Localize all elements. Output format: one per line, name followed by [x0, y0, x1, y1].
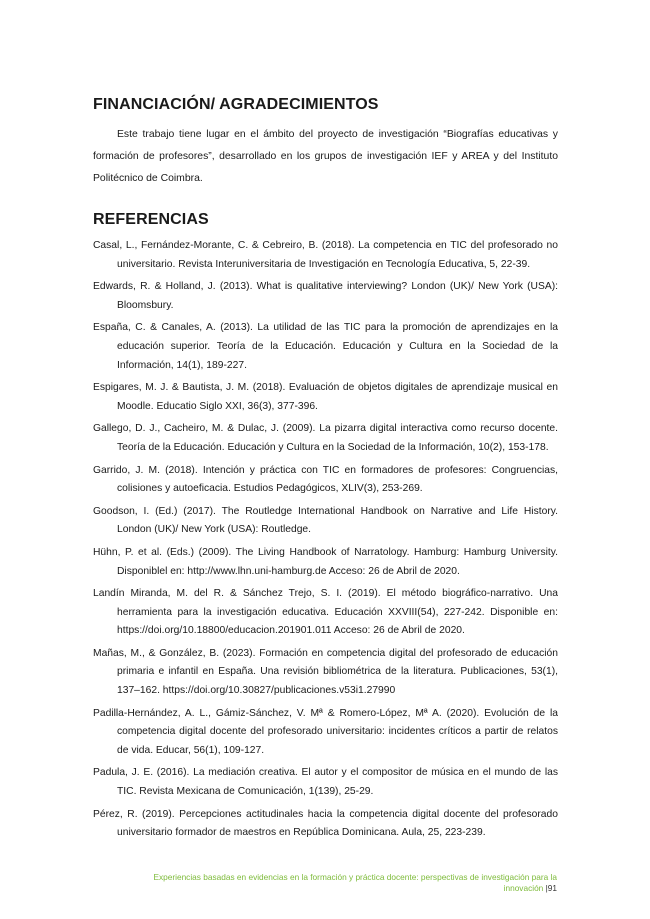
- funding-heading: FINANCIACIÓN/ AGRADECIMIENTOS: [93, 96, 379, 113]
- page-body: [93, 93, 558, 847]
- reference-item: Garrido, J. M. (2018). Intención y práctica con TIC en formadores de profesores: Congruencias, colisiones y autoeficacia. Estudios Pedagógicos, XLIV(3), 253-269.: [93, 464, 558, 495]
- reference-item: Hühn, P. et al. (Eds.) (2009). The Living Handbook of Narratology. Hamburg: Hamburg University. Disponiblel en: http://www.lhn.uni-hamburg.de Acceso: 26 de Abril de 2020.: [93, 546, 558, 577]
- reference-item: Espigares, M. J. & Bautista, J. M. (2018). Evaluación de objetos digitales de aprendizaje musical en Moodle. Educatio Siglo XXI, 36(3), 377-396.: [93, 382, 558, 412]
- reference-item: Padilla-Hernández, A. L., Gámiz-Sánchez, V. Mª & Romero-López, Mª A. (2020). Evolución de la competencia digital docente del profesorado universitario: incidentes críticos a partir de relatos de vida. Educar, 56(1), 109-127.: [93, 707, 558, 756]
- reference-item: Casal, L., Fernández-Morante, C. & Cebreiro, B. (2018). La competencia en TIC del profesorado no universitario. Revista Interuniversitaria de Investigación en Tecnología Educativa, 5, 22-39.: [93, 240, 558, 270]
- page-number: 91: [547, 883, 557, 893]
- reference-item: Landín Miranda, M. del R. & Sánchez Trejo, S. I. (2019). El método biográfico-narrativo. Una herramienta para la investigación educativa. Educación XXVIII(54), 227-242. Disponible en: https://doi.org/10.18800/educacion.201901.011 Acceso: 26 de Abril de 2020.: [93, 588, 558, 637]
- reference-item: Goodson, I. (Ed.) (2017). The Routledge International Handbook on Narrative and Life History. London (UK)/ New York (USA): Routledge.: [93, 505, 558, 536]
- reference-item: Edwards, R. & Holland, J. (2013). What is qualitative interviewing? London (UK)/ New York (USA): Bloomsbury.: [93, 281, 558, 311]
- references-heading: REFERENCIAS: [93, 211, 209, 228]
- reference-item: España, C. & Canales, A. (2013). La utilidad de las TIC para la promoción de aprendizajes en la educación superior. Teoría de la Educación. Educación y Cultura en la Sociedad de la Información, 14(1), 189-227.: [93, 322, 558, 371]
- funding-paragraph: Este trabajo tiene lugar en el ámbito del proyecto de investigación “Biografías educativas y formación de profesores”, desarrollado en los grupos de investigación IEF y AREA y del Instituto Politécnico de Coimbra.: [93, 129, 558, 184]
- reference-item: Pérez, R. (2019). Percepciones actitudinales hacia la competencia digital docente del profesorado universitario formador de maestros en República Dominicana. Aula, 25, 223-239.: [93, 808, 558, 839]
- reference-item: Gallego, D. J., Cacheiro, M. & Dulac, J. (2009). La pizarra digital interactiva como recurso docente. Teoría de la Educación. Educación y Cultura en la Sociedad de la Información, 10(2), 153-178.: [93, 423, 558, 453]
- reference-item: Padula, J. E. (2016). La mediación creativa. El autor y el compositor de música en el mundo de las TIC. Revista Mexicana de Comunicación, 1(139), 25-29.: [93, 767, 558, 798]
- reference-item: Mañas, M., & González, B. (2023). Formación en competencia digital del profesorado de educación primaria e infantil en España. Una revisión bibliométrica de la literatura. Publicaciones, 53(1), 137–162. https://doi.org/10.30827/publicaciones.v53i1.27990: [93, 647, 558, 697]
- page-footer: Experiencias basadas en evidencias en la formación y práctica docente: perspectivas de investigación para la innovación |91: [153, 872, 557, 893]
- reference-list: [93, 237, 558, 843]
- footer-text: Experiencias basadas en evidencias en la formación y práctica docente: perspectivas de investigación para la innovación: [153, 872, 557, 893]
